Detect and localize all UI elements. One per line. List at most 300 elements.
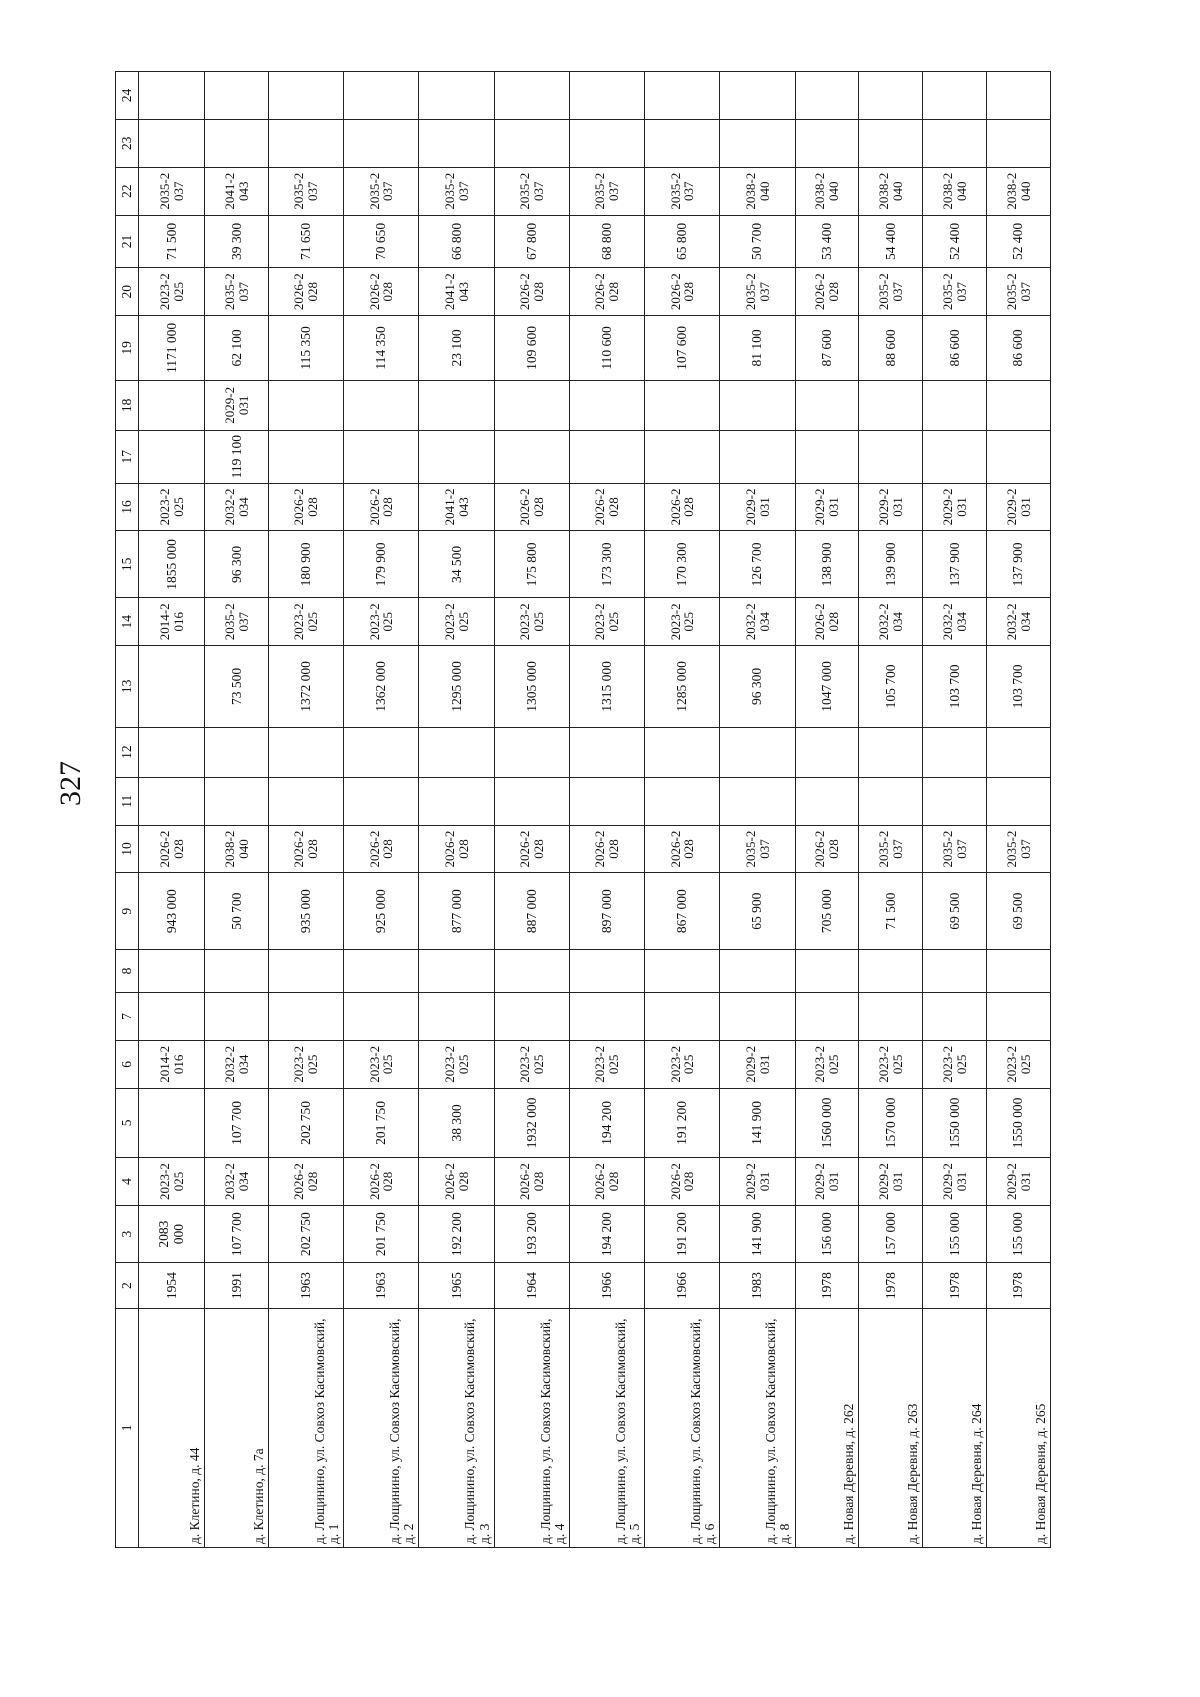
table-cell [645, 430, 720, 483]
table-cell [419, 72, 494, 120]
table-cell [645, 72, 720, 120]
table-cell: 115 350 [269, 316, 344, 381]
table-cell [139, 950, 205, 993]
table-cell: 2035-2037 [205, 268, 269, 316]
address-cell: д. Лощинино, ул. Совхоз Касимовский, д. 6 [645, 1308, 720, 1547]
table-row [269, 72, 344, 1548]
table-cell: 2035-2037 [987, 825, 1051, 873]
table-cell [269, 430, 344, 483]
table-cell: 66 800 [419, 215, 494, 268]
table-cell: 867 000 [645, 873, 720, 950]
table-row [859, 72, 923, 1548]
table-cell [645, 950, 720, 993]
table-cell [569, 430, 644, 483]
table-cell: 2026-2028 [569, 268, 644, 316]
table-cell: 1285 000 [645, 646, 720, 727]
table-cell: 1978 [987, 1263, 1051, 1308]
table-row [494, 72, 569, 1548]
table-row [923, 72, 987, 1548]
page-number: 327 [54, 761, 87, 806]
table-cell: 191 200 [645, 1088, 720, 1157]
column-header: 11 [116, 777, 139, 825]
table-cell: 2029-2031 [923, 1158, 987, 1206]
table-cell: 2029-2031 [795, 483, 859, 531]
table-cell: 71 500 [859, 873, 923, 950]
table-cell: 107 600 [645, 316, 720, 381]
table-cell [139, 430, 205, 483]
table-cell: 2026-2028 [569, 825, 644, 873]
table-cell [720, 777, 795, 825]
address-cell: д. Лощинино, ул. Совхоз Касимовский, д. 4 [494, 1308, 569, 1547]
table-cell: 2035-2037 [859, 825, 923, 873]
table-cell: 2026-2028 [269, 268, 344, 316]
table-cell: 897 000 [569, 873, 644, 950]
table-cell: 2026-2028 [344, 268, 419, 316]
column-header: 18 [116, 380, 139, 430]
table-cell: 2035-2037 [419, 167, 494, 215]
table-cell: 2035-2037 [987, 268, 1051, 316]
table-cell: 2026-2028 [795, 268, 859, 316]
table-cell: 2032-2034 [720, 598, 795, 646]
table-cell: 2029-2031 [720, 1040, 795, 1088]
table-cell: 2035-2037 [344, 167, 419, 215]
table-cell: 1978 [923, 1263, 987, 1308]
table-row [205, 72, 269, 1548]
table-cell: 935 000 [269, 873, 344, 950]
table-cell: 2023-2025 [645, 598, 720, 646]
column-header: 19 [116, 316, 139, 381]
table-cell [795, 727, 859, 777]
table-cell: 173 300 [569, 531, 644, 598]
table-cell [419, 727, 494, 777]
table-cell: 155 000 [923, 1205, 987, 1262]
table-cell: 137 900 [923, 531, 987, 598]
table-cell: 68 800 [569, 215, 644, 268]
table-cell: 2026-2028 [795, 825, 859, 873]
table-cell: 50 700 [205, 873, 269, 950]
table-cell [859, 380, 923, 430]
column-header: 16 [116, 483, 139, 531]
table-cell: 87 600 [795, 316, 859, 381]
table-cell [720, 430, 795, 483]
column-header: 8 [116, 950, 139, 993]
column-header: 1 [116, 1308, 139, 1547]
column-header: 14 [116, 598, 139, 646]
table-cell: 73 500 [205, 646, 269, 727]
table-cell: 2026-2028 [344, 825, 419, 873]
column-header: 13 [116, 646, 139, 727]
table-cell [205, 119, 269, 167]
table-cell [494, 430, 569, 483]
table-cell [419, 993, 494, 1041]
table-cell: 65 900 [720, 873, 795, 950]
table-cell: 2026-2028 [269, 1158, 344, 1206]
table-cell: 34 500 [419, 531, 494, 598]
address-cell: д. Новая Деревня, д. 265 [987, 1308, 1051, 1547]
table-cell [569, 777, 644, 825]
table-cell [987, 993, 1051, 1041]
table-cell [859, 430, 923, 483]
table-cell [720, 72, 795, 120]
table-cell [344, 993, 419, 1041]
table-cell: 193 200 [494, 1205, 569, 1262]
table-cell [344, 950, 419, 993]
address-cell: д. Новая Деревня, д. 262 [795, 1308, 859, 1547]
table-cell [569, 119, 644, 167]
table-cell: 2035-2037 [139, 167, 205, 215]
column-header: 9 [116, 873, 139, 950]
table-cell: 1560 000 [795, 1088, 859, 1157]
table-cell: 52 400 [987, 215, 1051, 268]
table-cell: 2023-2025 [923, 1040, 987, 1088]
table-cell: 71 500 [139, 215, 205, 268]
table-cell [269, 777, 344, 825]
table-cell: 705 000 [795, 873, 859, 950]
table-cell: 2023-2025 [795, 1040, 859, 1088]
table-cell [795, 430, 859, 483]
column-header: 10 [116, 825, 139, 873]
table-cell: 2038-2040 [205, 825, 269, 873]
table-cell: 69 500 [987, 873, 1051, 950]
table-cell: 2026-2028 [344, 483, 419, 531]
table-cell: 88 600 [859, 316, 923, 381]
table-cell: 2035-2037 [923, 825, 987, 873]
table-cell [494, 993, 569, 1041]
table-cell: 107 700 [205, 1205, 269, 1262]
table-cell [987, 950, 1051, 993]
table-cell: 105 700 [859, 646, 923, 727]
table-cell: 1372 000 [269, 646, 344, 727]
table-cell [795, 72, 859, 120]
table-cell: 54 400 [859, 215, 923, 268]
table-cell [645, 380, 720, 430]
table-cell [419, 430, 494, 483]
column-header: 3 [116, 1205, 139, 1262]
address-cell: д. Клетино, д. 7а [205, 1308, 269, 1547]
table-cell [987, 72, 1051, 120]
table-cell: 2032-2034 [205, 483, 269, 531]
table-cell: 2026-2028 [795, 598, 859, 646]
table-cell: 1550 000 [923, 1088, 987, 1157]
table-cell: 70 650 [344, 215, 419, 268]
table-cell: 126 700 [720, 531, 795, 598]
table-cell [344, 72, 419, 120]
column-header: 17 [116, 430, 139, 483]
table-cell [269, 72, 344, 120]
table-cell [419, 119, 494, 167]
table-cell: 2023-2025 [344, 598, 419, 646]
table-cell: 2023-2025 [569, 598, 644, 646]
table-cell [859, 777, 923, 825]
table-cell: 71 650 [269, 215, 344, 268]
table-row [569, 72, 644, 1548]
table-cell: 38 300 [419, 1088, 494, 1157]
table-cell: 2029-2031 [859, 1158, 923, 1206]
table-row [987, 72, 1051, 1548]
column-header: 21 [116, 215, 139, 268]
table-cell: 1978 [859, 1263, 923, 1308]
table-cell: 2023-2025 [344, 1040, 419, 1088]
table-cell: 887 000 [494, 873, 569, 950]
table-cell [795, 777, 859, 825]
table-cell: 62 100 [205, 316, 269, 381]
table-cell: 114 350 [344, 316, 419, 381]
table-cell [987, 430, 1051, 483]
table-cell [139, 727, 205, 777]
table-cell: 1305 000 [494, 646, 569, 727]
table-cell: 107 700 [205, 1088, 269, 1157]
address-cell: д. Лощинино, ул. Совхоз Касимовский, д. 1 [269, 1308, 344, 1547]
table-cell [139, 119, 205, 167]
table-cell: 81 100 [720, 316, 795, 381]
table-cell: 2023-2025 [569, 1040, 644, 1088]
table-cell: 23 100 [419, 316, 494, 381]
table-cell: 2023-2025 [645, 1040, 720, 1088]
table-cell: 96 300 [720, 646, 795, 727]
address-cell: д. Клетино, д. 44 [139, 1308, 205, 1547]
table-cell: 925 000 [344, 873, 419, 950]
table-cell: 2041-2043 [205, 167, 269, 215]
table-cell [720, 993, 795, 1041]
table-cell [494, 777, 569, 825]
table-row [344, 72, 419, 1548]
table-cell: 2035-2037 [923, 268, 987, 316]
table-cell: 877 000 [419, 873, 494, 950]
table-cell: 1171 000 [139, 316, 205, 381]
table-cell: 69 500 [923, 873, 987, 950]
table-cell: 1047 000 [795, 646, 859, 727]
column-header: 6 [116, 1040, 139, 1088]
table-cell: 2023-2025 [419, 1040, 494, 1088]
table-cell [923, 380, 987, 430]
table-cell: 65 800 [645, 215, 720, 268]
table-cell [569, 727, 644, 777]
address-cell: д. Лощинино, ул. Совхоз Касимовский, д. 5 [569, 1308, 644, 1547]
table-cell: 943 000 [139, 873, 205, 950]
table-cell: 191 200 [645, 1205, 720, 1262]
table-cell: 201 750 [344, 1088, 419, 1157]
table-cell: 180 900 [269, 531, 344, 598]
table-cell [269, 380, 344, 430]
table-cell: 2032-2034 [205, 1040, 269, 1088]
table-cell: 2035-2037 [569, 167, 644, 215]
table-cell [269, 993, 344, 1041]
table-cell: 2023-2025 [859, 1040, 923, 1088]
table-cell: 2014-2016 [139, 598, 205, 646]
table-cell [645, 119, 720, 167]
table-cell: 137 900 [987, 531, 1051, 598]
table-cell: 1932 000 [494, 1088, 569, 1157]
table-cell: 1978 [795, 1263, 859, 1308]
address-cell: д. Новая Деревня, д. 264 [923, 1308, 987, 1547]
table-cell: 194 200 [569, 1088, 644, 1157]
table-cell [269, 119, 344, 167]
table-cell [419, 777, 494, 825]
table-cell: 2026-2028 [569, 1158, 644, 1206]
table-cell: 2029-2031 [987, 483, 1051, 531]
table-cell [859, 993, 923, 1041]
table-cell [205, 993, 269, 1041]
table-cell: 2026-2028 [494, 1158, 569, 1206]
table-cell: 202 750 [269, 1088, 344, 1157]
table-cell [795, 993, 859, 1041]
table-cell: 2029-2031 [987, 1158, 1051, 1206]
table-cell: 2026-2028 [494, 268, 569, 316]
table-cell: 2041-2043 [419, 483, 494, 531]
table-cell: 2026-2028 [494, 825, 569, 873]
table-cell: 2035-2037 [720, 825, 795, 873]
table-cell: 194 200 [569, 1205, 644, 1262]
address-cell: д. Лощинино, ул. Совхоз Касимовский, д. 8 [720, 1308, 795, 1547]
column-header: 20 [116, 268, 139, 316]
table-cell: 2026-2028 [344, 1158, 419, 1206]
table-cell: 1983 [720, 1263, 795, 1308]
table-cell [494, 950, 569, 993]
table-cell: 192 200 [419, 1205, 494, 1262]
table-cell [795, 380, 859, 430]
table-cell: 2038-2040 [795, 167, 859, 215]
table-cell [139, 380, 205, 430]
table-cell: 2029-2031 [795, 1158, 859, 1206]
table-cell: 2029-2031 [923, 483, 987, 531]
table-cell [569, 993, 644, 1041]
table-cell: 39 300 [205, 215, 269, 268]
address-cell: д. Лощинино, ул. Совхоз Касимовский, д. 3 [419, 1308, 494, 1547]
table-cell: 2023-2025 [269, 598, 344, 646]
table-cell: 119 100 [205, 430, 269, 483]
column-header: 2 [116, 1263, 139, 1308]
table-cell: 175 800 [494, 531, 569, 598]
table-cell: 2035-2037 [859, 268, 923, 316]
table-cell: 2026-2028 [139, 825, 205, 873]
table-cell: 2032-2034 [923, 598, 987, 646]
table-cell: 110 600 [569, 316, 644, 381]
table-cell [139, 646, 205, 727]
table-cell: 2023-2025 [987, 1040, 1051, 1088]
column-header: 7 [116, 993, 139, 1041]
table-cell [923, 72, 987, 120]
table-cell [269, 727, 344, 777]
table-cell [494, 380, 569, 430]
table-cell [344, 430, 419, 483]
table-cell: 1570 000 [859, 1088, 923, 1157]
table-cell: 2041-2043 [419, 268, 494, 316]
table-cell [923, 993, 987, 1041]
table-cell [344, 119, 419, 167]
table-cell: 2026-2028 [645, 825, 720, 873]
column-header: 15 [116, 531, 139, 598]
table-cell [344, 727, 419, 777]
table-cell: 2029-2031 [720, 1158, 795, 1206]
column-header: 12 [116, 727, 139, 777]
table-cell: 2038-2040 [859, 167, 923, 215]
table-cell [859, 950, 923, 993]
table-cell [645, 993, 720, 1041]
table-cell: 1315 000 [569, 646, 644, 727]
table-cell [269, 950, 344, 993]
table-cell: 1965 [419, 1263, 494, 1308]
table-cell [419, 950, 494, 993]
table-cell [494, 72, 569, 120]
table-cell: 179 900 [344, 531, 419, 598]
table-cell [205, 950, 269, 993]
table-cell: 96 300 [205, 531, 269, 598]
table-cell: 1550 000 [987, 1088, 1051, 1157]
table-cell [205, 727, 269, 777]
table-cell: 2026-2028 [645, 268, 720, 316]
table-cell: 50 700 [720, 215, 795, 268]
table-cell: 2029-2031 [859, 483, 923, 531]
table-cell [987, 119, 1051, 167]
table-cell [419, 380, 494, 430]
table-cell: 2035-2037 [269, 167, 344, 215]
table-cell [139, 72, 205, 120]
table-cell: 2032-2034 [987, 598, 1051, 646]
table-cell: 1855 000 [139, 531, 205, 598]
table-row [720, 72, 795, 1548]
table-cell [795, 119, 859, 167]
table-cell [795, 950, 859, 993]
table-cell: 2026-2028 [269, 483, 344, 531]
table-cell: 202 750 [269, 1205, 344, 1262]
table-cell: 138 900 [795, 531, 859, 598]
table-cell [987, 777, 1051, 825]
table-cell: 2023-2025 [494, 1040, 569, 1088]
table-cell [987, 727, 1051, 777]
table-cell: 1954 [139, 1263, 205, 1308]
address-cell: д. Лощинино, ул. Совхоз Касимовский, д. 2 [344, 1308, 419, 1547]
table-cell: 201 750 [344, 1205, 419, 1262]
table-cell [645, 727, 720, 777]
table-cell: 103 700 [987, 646, 1051, 727]
table-cell: 53 400 [795, 215, 859, 268]
table-cell: 1362 000 [344, 646, 419, 727]
table-row [645, 72, 720, 1548]
table-cell: 139 900 [859, 531, 923, 598]
address-cell: д. Новая Деревня, д. 263 [859, 1308, 923, 1547]
table-cell: 2083 000 [139, 1205, 205, 1262]
table-cell [569, 72, 644, 120]
table-cell [720, 119, 795, 167]
table-cell: 2029-2031 [205, 380, 269, 430]
table-cell: 170 300 [645, 531, 720, 598]
column-header: 22 [116, 167, 139, 215]
table-cell [344, 380, 419, 430]
column-header: 4 [116, 1158, 139, 1206]
table-cell: 2038-2040 [720, 167, 795, 215]
column-number-row [116, 72, 139, 1548]
table-cell: 2023-2025 [419, 598, 494, 646]
table-cell: 2026-2028 [269, 825, 344, 873]
table-cell: 2038-2040 [987, 167, 1051, 215]
table-cell [923, 777, 987, 825]
table-cell: 2023-2025 [269, 1040, 344, 1088]
table-cell: 2035-2037 [720, 268, 795, 316]
table-cell: 2032-2034 [859, 598, 923, 646]
table-cell: 52 400 [923, 215, 987, 268]
table-cell: 2014-2016 [139, 1040, 205, 1088]
table-cell: 109 600 [494, 316, 569, 381]
table-cell: 2023-2025 [139, 1158, 205, 1206]
table-cell [720, 950, 795, 993]
table-cell: 2035-2037 [494, 167, 569, 215]
table-row [419, 72, 494, 1548]
table-cell: 67 800 [494, 215, 569, 268]
table-cell: 2023-2025 [139, 483, 205, 531]
table-cell: 1295 000 [419, 646, 494, 727]
table-cell: 141 900 [720, 1205, 795, 1262]
table-cell: 2029-2031 [720, 483, 795, 531]
